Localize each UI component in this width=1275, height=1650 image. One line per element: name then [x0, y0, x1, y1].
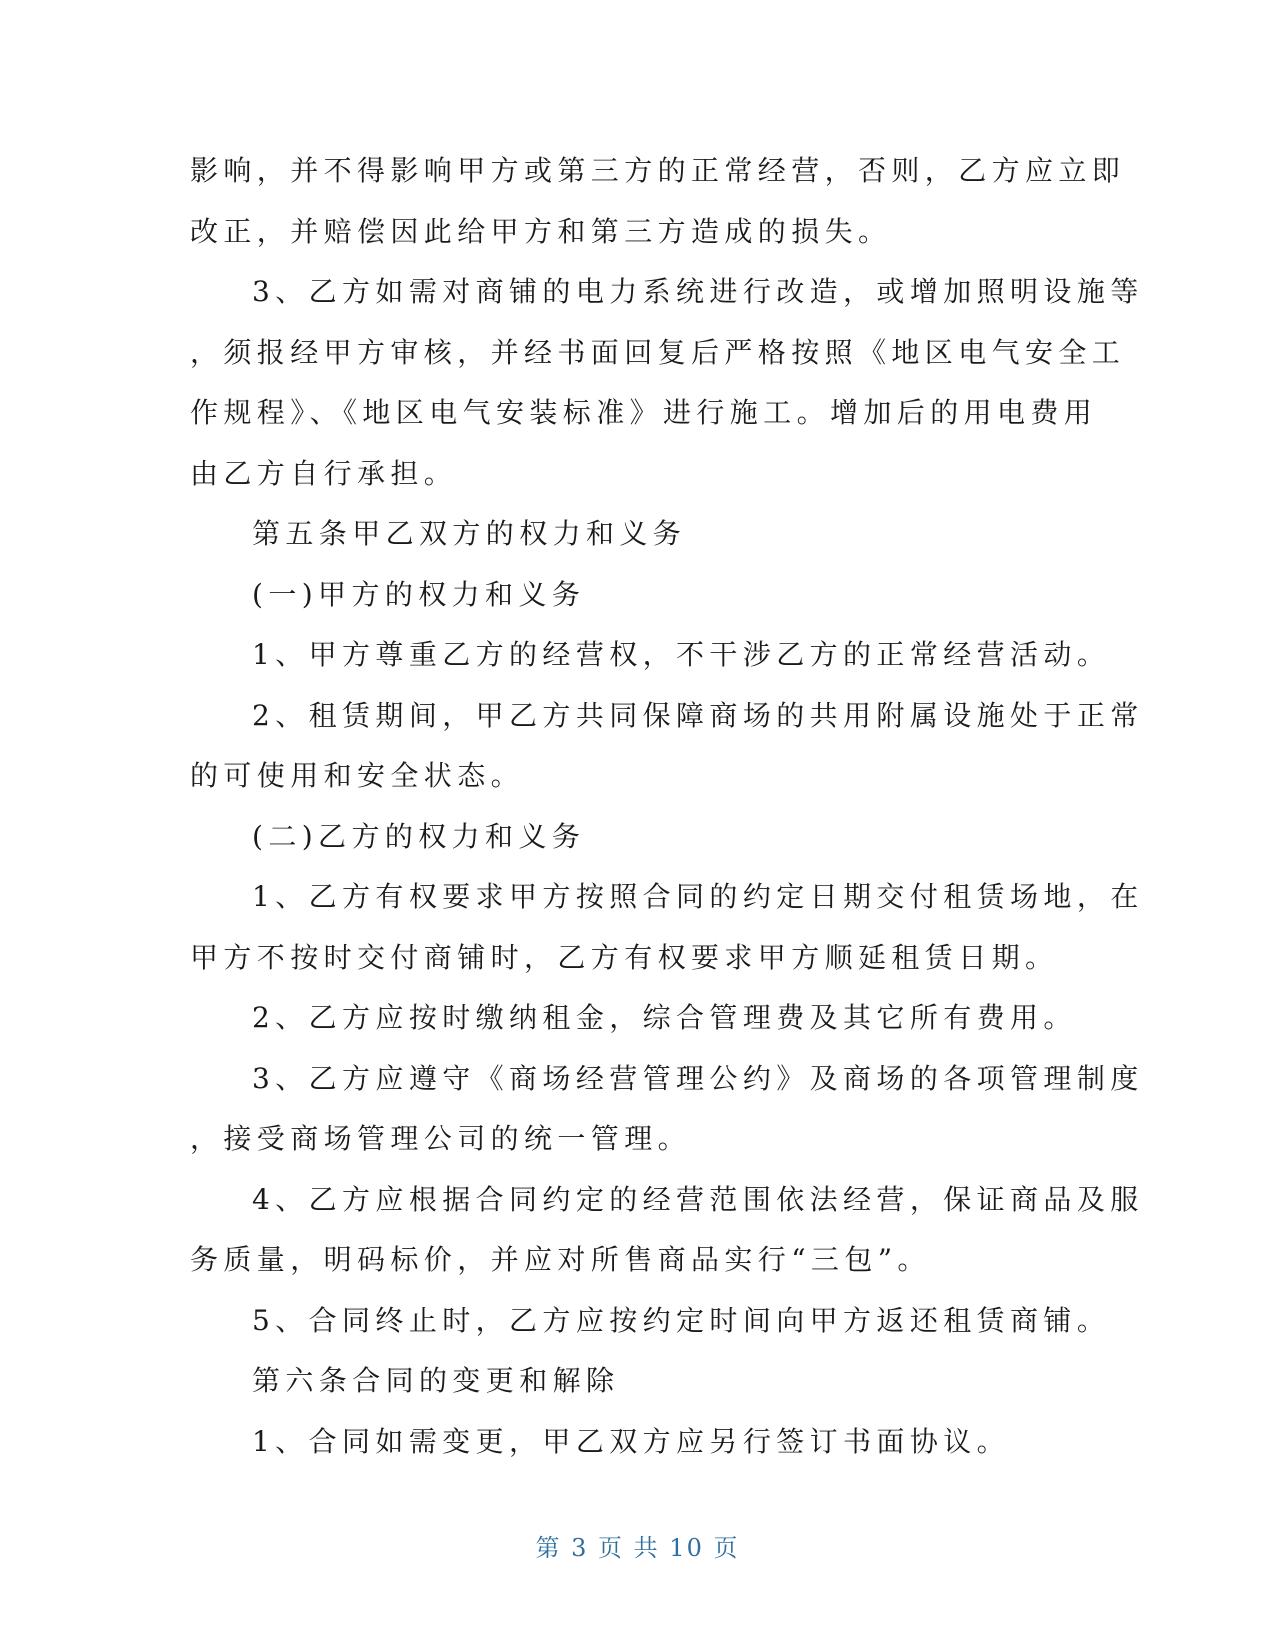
- text-line-1: 影响，并不得影响甲方或第三方的正常经营，否则，乙方应立即: [190, 154, 1126, 187]
- text-line-14: 甲方不按时交付商铺时，乙方有权要求甲方顺延租赁日期。: [190, 940, 1059, 974]
- page-number-footer: 第 3 页 共 10 页: [535, 1534, 740, 1562]
- text-line-4: ，须报经甲方审核，并经书面回复后严格按照《地区电气安全工: [190, 335, 1126, 369]
- text-line-19: 务质量，明码标价，并应对所售商品实行“三包”。: [190, 1243, 931, 1276]
- text-line-13: 1、乙方有权要求甲方按照合同的约定日期交付租赁场地，在: [252, 880, 1144, 913]
- text-line-22: 1、合同如需变更，甲乙双方应另行签订书面协议。: [252, 1424, 1011, 1458]
- section-heading-article-5: 第五条甲乙双方的权力和义务: [252, 517, 687, 550]
- text-line-16: 3、乙方应遵守《商场经营管理公约》及商场的各项管理制度: [252, 1061, 1144, 1095]
- text-line-18: 4、乙方应根据合同约定的经营范围依法经营，保证商品及服: [252, 1182, 1144, 1216]
- subsection-heading-party-a: (一)甲方的权力和义务: [252, 577, 586, 611]
- text-line-3: 3、乙方如需对商铺的电力系统进行改造，或增加照明设施等: [252, 275, 1144, 308]
- text-line-17: ，接受商场管理公司的统一管理。: [190, 1122, 692, 1155]
- body-text: [190, 141, 1144, 1472]
- text-line-15: 2、乙方应按时缴纳租金，综合管理费及其它所有费用。: [252, 1001, 1077, 1034]
- text-line-6: 由乙方自行承担。: [190, 456, 458, 490]
- text-line-11: 的可使用和安全状态。: [190, 759, 525, 792]
- text-line-9: 1、甲方尊重乙方的经营权，不干涉乙方的正常经营活动。: [252, 638, 1111, 671]
- text-line-2: 改正，并赔偿因此给甲方和第三方造成的损失。: [190, 214, 892, 248]
- text-line-10: 2、租赁期间，甲乙方共同保障商场的共用附属设施处于正常: [252, 698, 1144, 732]
- text-line-20: 5、合同终止时，乙方应按约定时间向甲方返还租赁商铺。: [252, 1303, 1111, 1337]
- section-heading-article-6: 第六条合同的变更和解除: [252, 1364, 620, 1397]
- subsection-heading-party-b: (二)乙方的权力和义务: [252, 819, 586, 853]
- text-line-5: 作规程》、《地区电气安装标准》进行施工。增加后的用电费用: [190, 396, 1098, 429]
